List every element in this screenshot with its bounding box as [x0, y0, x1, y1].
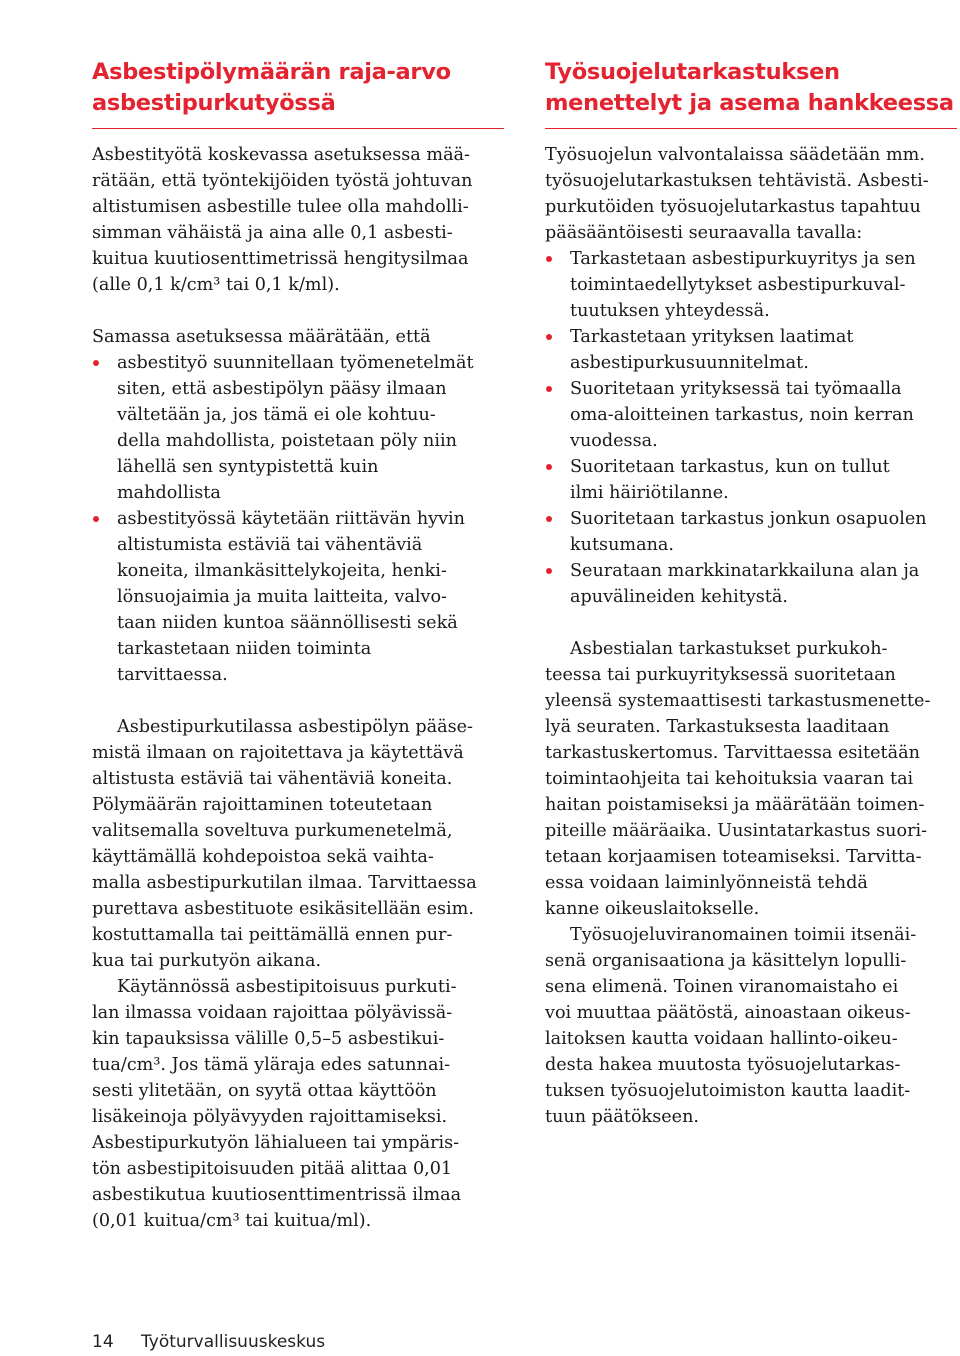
line-text: käyttämällä kohdepoistoa sekä vaihta-: [92, 847, 434, 867]
line-text: altistumista estäviä tai vähentäviä: [117, 535, 423, 555]
text-line: [545, 428, 957, 454]
text-line: [92, 454, 504, 480]
text-line: [92, 636, 504, 662]
page-footer: [92, 1330, 325, 1354]
text-line: [92, 376, 504, 402]
bullet-item-line: [545, 246, 957, 272]
text-line: [92, 428, 504, 454]
line-text: malla asbestipurkutilan ilmaa. Tarvittaessa: [92, 873, 477, 893]
line-text: essa voidaan laiminlyönneistä tehdä: [545, 873, 868, 893]
text-line: [545, 402, 957, 428]
line-text: della mahdollista, poistetaan pöly niin: [117, 431, 457, 451]
line-text: kostuttamalla tai peittämällä ennen pur-: [92, 925, 453, 945]
line-text: Suoritetaan tarkastus, kun on tullut: [570, 457, 890, 477]
line-text: tua/cm³. Jos tämä yläraja edes satunnai-: [92, 1055, 451, 1075]
left-heading-line: asbestipurkutyössä: [92, 90, 336, 116]
text-line: [545, 844, 957, 870]
line-text: Pölymäärän rajoittaminen toteutetaan: [92, 795, 433, 815]
text-line: [92, 1000, 504, 1026]
text-line: [545, 792, 957, 818]
text-line: [545, 714, 957, 740]
bullet-dot-icon: [93, 516, 99, 522]
bullet-item-line: [545, 506, 957, 532]
text-line: [92, 948, 504, 974]
text-line: [545, 350, 957, 376]
text-line: [545, 168, 957, 194]
text-line: [545, 896, 957, 922]
line-text: asbestipurkusuunnitelmat.: [570, 353, 809, 373]
text-line: [545, 220, 957, 246]
line-text: sesti ylitetään, on syytä ottaa käyttöön: [92, 1081, 437, 1101]
line-text: tarvittaessa.: [117, 665, 228, 685]
text-line: [92, 532, 504, 558]
line-text: Asbestipurkutyön lähialueen tai ympäris-: [92, 1133, 460, 1153]
line-text: haitan poistamiseksi ja määrätään toimen-: [545, 795, 925, 815]
text-line: [92, 1156, 504, 1182]
line-text: yleensä systemaattisesti tarkastusmenette-: [545, 691, 931, 711]
text-line: [545, 688, 957, 714]
line-text: kuitua kuutiosenttimetrissä hengitysilmaa: [92, 249, 469, 269]
line-text: siten, että asbestipölyn pääsy ilmaan: [117, 379, 447, 399]
bullet-item-line: [92, 506, 504, 532]
line-text: Tarkastetaan asbestipurkuyritys ja sen: [570, 249, 916, 269]
text-line: [92, 974, 504, 1000]
line-text: tön asbestipitoisuuden pitää alittaa 0,01: [92, 1159, 453, 1179]
text-line: [92, 1208, 504, 1234]
text-line: [545, 740, 957, 766]
line-text: altistusta estäviä tai vähentäviä koneita.: [92, 769, 453, 789]
line-text: vuodessa.: [570, 431, 658, 451]
line-text: työsuojelutarkastuksen tehtävistä. Asbesti-: [545, 171, 929, 191]
line-text: ilmi häiriötilanne.: [570, 483, 729, 503]
text-line: [92, 818, 504, 844]
text-line: [92, 1182, 504, 1208]
text-line: [92, 740, 504, 766]
right-column: [545, 57, 957, 1130]
bullet-dot-icon: [546, 568, 552, 574]
line-text: apuvälineiden kehitystä.: [570, 587, 788, 607]
line-text: Suoritetaan tarkastus jonkun osapuolen: [570, 509, 927, 529]
text-line: [92, 220, 504, 246]
line-text: pääsääntöisesti seuraavalla tavalla:: [545, 223, 863, 243]
text-line: [545, 480, 957, 506]
bullet-dot-icon: [546, 256, 552, 262]
text-line: [545, 948, 957, 974]
line-text: asbestityössä käytetään riittävän hyvin: [117, 509, 466, 529]
bullet-dot-icon: [93, 360, 99, 366]
line-text: simman vähäistä ja aina alle 0,1 asbesti-: [92, 223, 453, 243]
text-line: [92, 324, 504, 350]
line-text: Asbestityötä koskevassa asetuksessa mää-: [92, 145, 470, 165]
text-line: [545, 1104, 957, 1130]
text-line: [92, 246, 504, 272]
bullet-dot-icon: [546, 516, 552, 522]
line-text: Käytännössä asbestipitoisuus purkuti-: [117, 977, 457, 997]
text-line: [92, 896, 504, 922]
line-text: mahdollista: [117, 483, 221, 503]
line-text: rätään, että työntekijöiden työstä johtuvan: [92, 171, 473, 191]
bullet-item-line: [545, 324, 957, 350]
text-line: [92, 1078, 504, 1104]
paragraph-gap: [545, 610, 957, 636]
line-text: lisäkeinoja pölyävyyden rajoittamiseksi.: [92, 1107, 448, 1127]
left-body-text: [92, 142, 504, 1234]
line-text: Samassa asetuksessa määrätään, että: [92, 327, 431, 347]
line-text: toimintaedellytykset asbestipurkuval-: [570, 275, 906, 295]
text-line: [545, 766, 957, 792]
line-text: Asbestialan tarkastukset purkukoh-: [570, 639, 888, 659]
line-text: lähellä sen syntypistettä kuin: [117, 457, 379, 477]
text-line: [92, 1026, 504, 1052]
line-text: teessa tai purkuyrityksessä suoritetaan: [545, 665, 896, 685]
line-text: piteille määräaika. Uusintatarkastus suori-: [545, 821, 928, 841]
line-text: oma-aloitteinen tarkastus, noin kerran: [570, 405, 914, 425]
text-line: [92, 844, 504, 870]
text-line: [92, 766, 504, 792]
line-text: Asbestipurkutilassa asbestipölyn pääse-: [117, 717, 473, 737]
line-text: altistumisen asbestille tulee olla mahdolli-: [92, 197, 469, 217]
text-line: [545, 1000, 957, 1026]
line-text: desta hakea muutosta työsuojelutarkas-: [545, 1055, 901, 1075]
text-line: [92, 480, 504, 506]
publisher-name: Työturvallisuuskeskus: [141, 1332, 326, 1352]
bullet-dot-icon: [546, 464, 552, 470]
line-text: valitsemalla soveltuva purkumenetelmä,: [92, 821, 453, 841]
line-text: tetaan korjaamisen toteamiseksi. Tarvitta-: [545, 847, 922, 867]
line-text: Työsuojelun valvontalaissa säädetään mm.: [545, 145, 925, 165]
bullet-dot-icon: [546, 334, 552, 340]
line-text: lyä seuraten. Tarkastuksesta laaditaan: [545, 717, 890, 737]
left-column: [92, 57, 504, 1234]
text-line: [92, 610, 504, 636]
text-line: [545, 818, 957, 844]
line-text: sena elimenä. Toinen viranomaistaho ei: [545, 977, 899, 997]
paragraph-gap: [92, 298, 504, 324]
line-text: koneita, ilmankäsittelykojeita, henki-: [117, 561, 447, 581]
line-text: asbestityö suunnitellaan työmenetelmät: [117, 353, 474, 373]
text-line: [545, 1052, 957, 1078]
bullet-item-line: [92, 350, 504, 376]
text-line: [545, 1026, 957, 1052]
text-line: [92, 922, 504, 948]
bullet-dot-icon: [546, 386, 552, 392]
line-text: vältetään ja, jos tämä ei ole kohtuu-: [117, 405, 436, 425]
text-line: [545, 662, 957, 688]
line-text: tarkastuskertomus. Tarvittaessa esitetään: [545, 743, 920, 763]
line-text: Työsuojeluviranomainen toimii itsenäi-: [570, 925, 917, 945]
line-text: laitoksen kautta voidaan hallinto-oikeu-: [545, 1029, 898, 1049]
line-text: toimintaohjeita tai kehoituksia vaaran tai: [545, 769, 914, 789]
text-line: [92, 402, 504, 428]
line-text: voi muuttaa päätöstä, ainoastaan oikeus-: [545, 1003, 911, 1023]
text-line: [545, 922, 957, 948]
line-text: kin tapauksissa välille 0,5–5 asbestikui-: [92, 1029, 445, 1049]
text-line: [92, 194, 504, 220]
text-line: [92, 1052, 504, 1078]
line-text: lan ilmassa voidaan rajoittaa pölyävissä-: [92, 1003, 453, 1023]
line-text: Seurataan markkinatarkkailuna alan ja: [570, 561, 920, 581]
right-body-text: [545, 142, 957, 1130]
text-line: [545, 974, 957, 1000]
line-text: tarkastetaan niiden toiminta: [117, 639, 372, 659]
right-heading-line: menettelyt ja asema hankkeessa: [545, 90, 954, 116]
text-line: [92, 272, 504, 298]
bullet-item-line: [545, 454, 957, 480]
line-text: asbestikutua kuutiosenttimentrissä ilmaa: [92, 1185, 462, 1205]
text-line: [545, 870, 957, 896]
text-line: [92, 662, 504, 688]
right-heading-line: Työsuojelutarkastuksen: [545, 59, 840, 85]
text-line: [545, 1078, 957, 1104]
left-heading-line: Asbestipölymäärän raja-arvo: [92, 59, 451, 85]
text-line: [92, 792, 504, 818]
line-text: tuksen työsuojelutoimiston kautta laadit-: [545, 1081, 911, 1101]
line-text: mistä ilmaan on rajoitettava ja käytettävä: [92, 743, 464, 763]
text-line: [545, 194, 957, 220]
left-heading: [92, 57, 504, 129]
text-line: [545, 636, 957, 662]
line-text: kua tai purkutyön aikana.: [92, 951, 322, 971]
text-line: [92, 1130, 504, 1156]
text-line: [92, 142, 504, 168]
text-line: [92, 1104, 504, 1130]
right-heading: [545, 57, 957, 129]
bullet-item-line: [545, 376, 957, 402]
line-text: kanne oikeuslaitokselle.: [545, 899, 760, 919]
line-text: tuutuksen yhteydessä.: [570, 301, 770, 321]
bullet-item-line: [545, 558, 957, 584]
text-line: [545, 142, 957, 168]
text-line: [545, 532, 957, 558]
line-text: (0,01 kuitua/cm³ tai kuitua/ml).: [92, 1211, 372, 1231]
line-text: purkutöiden työsuojelutarkastus tapahtuu: [545, 197, 921, 217]
line-text: purettava asbestituote esikäsitellään esim.: [92, 899, 474, 919]
text-line: [545, 298, 957, 324]
line-text: lönsuojaimia ja muita laitteita, valvo-: [117, 587, 447, 607]
line-text: Suoritetaan yrityksessä tai työmaalla: [570, 379, 902, 399]
line-text: taan niiden kuntoa säännöllisesti sekä: [117, 613, 458, 633]
text-line: [545, 584, 957, 610]
text-line: [92, 714, 504, 740]
line-text: kutsumana.: [570, 535, 675, 555]
text-line: [92, 558, 504, 584]
line-text: senä organisaationa ja käsittelyn lopulli-: [545, 951, 907, 971]
text-line: [545, 272, 957, 298]
text-line: [92, 870, 504, 896]
line-text: Tarkastetaan yrityksen laatimat: [570, 327, 854, 347]
text-line: [92, 168, 504, 194]
text-line: [92, 584, 504, 610]
line-text: (alle 0,1 k/cm³ tai 0,1 k/ml).: [92, 275, 340, 295]
page-number: 14: [92, 1332, 114, 1352]
paragraph-gap: [92, 688, 504, 714]
line-text: tuun päätökseen.: [545, 1107, 699, 1127]
